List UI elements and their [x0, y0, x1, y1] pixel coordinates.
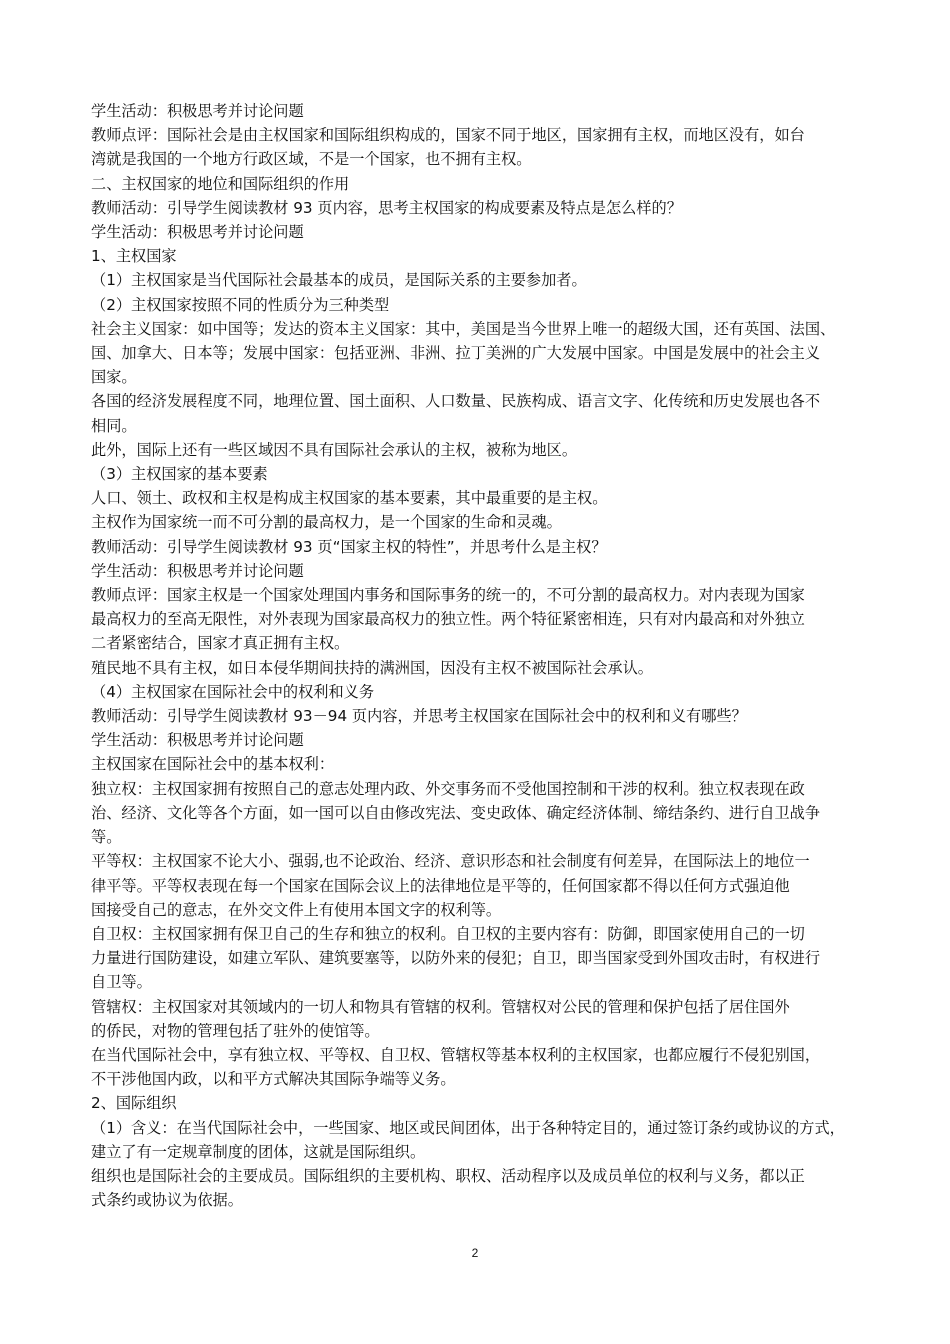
- text-line: 等。: [91, 828, 122, 847]
- text-line: 建立了有一定规章制度的团体，这就是国际组织。: [91, 1142, 426, 1161]
- text-line: （4）主权国家在国际社会中的权利和义务: [91, 682, 375, 701]
- text-line: （2）主权国家按照不同的性质分为三种类型: [91, 295, 390, 314]
- text-line: 教师点评：国际社会是由主权国家和国际组织构成的，国家不同于地区，国家拥有主权，而地区没有，如台: [91, 126, 805, 145]
- section-heading: 二、主权国家的地位和国际组织的作用: [91, 174, 350, 193]
- text-line: 组织也是国际社会的主要成员。国际组织的主要机构、职权、活动程序以及成员单位的权利与义务，都以正: [91, 1166, 805, 1185]
- text-line: 管辖权：主权国家对其领域内的一切人和物具有管辖的权利。管辖权对公民的管理和保护包括了居住国外: [91, 997, 790, 1016]
- page-number: 2: [471, 1246, 479, 1260]
- subsection-heading: 1、主权国家: [91, 247, 177, 266]
- text-line: 在当代国际社会中，享有独立权、平等权、自卫权、管辖权等基本权利的主权国家，也都应履行不侵犯别国，: [91, 1045, 820, 1064]
- text-line: （1）含义：在当代国际社会中，一些国家、地区或民间团体，出于各种特定目的，通过签订条约或协议的方式，: [91, 1118, 845, 1137]
- text-line: 不干涉他国内政，以和平方式解决其国际争端等义务。: [91, 1070, 456, 1089]
- text-line: 学生活动：积极思考并讨论问题: [91, 102, 304, 120]
- text-line: 的侨民，对物的管理包括了驻外的使馆等。: [91, 1021, 380, 1040]
- text-line: 主权国家在国际社会中的基本权利：: [91, 755, 334, 774]
- text-line: 国接受自己的意志，在外交文件上有使用本国文字的权利等。: [91, 900, 502, 919]
- text-line: 主权作为国家统一而不可分割的最高权力，是一个国家的生命和灵魂。: [91, 513, 562, 532]
- subsection-heading: 2、国际组织: [91, 1094, 177, 1113]
- text-line: 学生活动：积极思考并讨论问题: [91, 561, 304, 580]
- text-line: 教师活动：引导学生阅读教材 93 页“国家主权的特性”，并思考什么是主权？: [91, 537, 607, 556]
- text-line: 律平等。平等权表现在每一个国家在国际会议上的法律地位是平等的，任何国家都不得以任何方式强迫他: [91, 876, 790, 895]
- text-line: 治、经济、文化等各个方面，如一国可以自由修改宪法、变史政体、确定经济体制、缔结条约、进行自卫战争: [91, 803, 820, 822]
- text-line: 国、加拿大、日本等；发展中国家：包括亚洲、非洲、拉丁美洲的广大发展中国家。中国是发展中的社会主义: [91, 344, 820, 363]
- text-line: 各国的经济发展程度不同，地理位置、国土面积、人口数量、民族构成、语言文字、化传统和历史发展也各不: [91, 392, 820, 411]
- text-line: 独立权：主权国家拥有按照自己的意志处理内政、外交事务而不受他国控制和干涉的权利。独立权表现在政: [91, 779, 805, 798]
- page-body: [91, 99, 871, 1212]
- text-line: 殖民地不具有主权，如日本侵华期间扶持的满洲国，因没有主权不被国际社会承认。: [91, 658, 653, 677]
- text-line: 力量进行国防建设，如建立军队、建筑要塞等，以防外来的侵犯；自卫，即当国家受到外国攻击时，有权进行: [91, 949, 820, 968]
- text-line: 自卫等。: [91, 973, 152, 992]
- text-line: 学生活动：积极思考并讨论问题: [91, 223, 304, 242]
- text-line: 此外，国际上还有一些区域因不具有国际社会承认的主权，被称为地区。: [91, 440, 577, 459]
- text-line: 教师点评：国家主权是一个国家处理国内事务和国际事务的统一的，不可分割的最高权力。对内表现为国家: [91, 586, 805, 605]
- text-line: （3）主权国家的基本要素: [91, 465, 268, 484]
- text-line: 相同。: [91, 416, 137, 435]
- text-line: 教师活动：引导学生阅读教材 93 页内容，思考主权国家的构成要素及特点是怎么样的？: [91, 198, 682, 217]
- text-line: 式条约或协议为依据。: [91, 1191, 243, 1210]
- text-line: 平等权：主权国家不论大小、强弱,也不论政治、经济、意识形态和社会制度有何差异，在国际法上的地位一: [91, 852, 810, 871]
- text-line: 社会主义国家：如中国等；发达的资本主义国家：其中，美国是当今世界上唯一的超级大国，还有英国、法国、: [91, 319, 836, 338]
- text-line: 教师活动：引导学生阅读教材 93－94 页内容，并思考主权国家在国际社会中的权利和义有哪些？: [91, 707, 747, 726]
- text-line: 人口、领土、政权和主权是构成主权国家的基本要素，其中最重要的是主权。: [91, 489, 608, 508]
- text-line: 最高权力的至高无限性，对外表现为国家最高权力的独立性。两个特征紧密相连，只有对内最高和对外独立: [91, 610, 805, 629]
- text-line: 学生活动：积极思考并讨论问题: [91, 731, 304, 750]
- text-line: 国家。: [91, 368, 137, 387]
- text-line: （1）主权国家是当代国际社会最基本的成员，是国际关系的主要参加者。: [91, 271, 587, 290]
- text-line: 自卫权：主权国家拥有保卫自己的生存和独立的权利。自卫权的主要内容有：防御，即国家使用自己的一切: [91, 924, 805, 943]
- text-line: 湾就是我国的一个地方行政区域，不是一个国家，也不拥有主权。: [91, 150, 532, 169]
- text-line: 二者紧密结合，国家才真正拥有主权。: [91, 634, 350, 653]
